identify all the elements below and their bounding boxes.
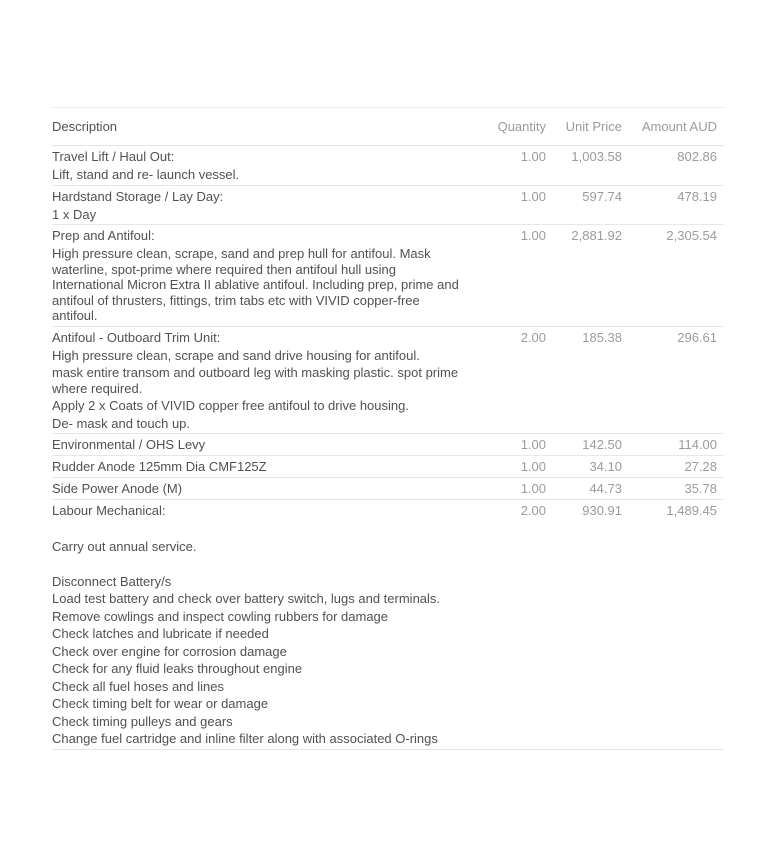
item-description-cell [52,189,476,223]
item-detail-line [52,556,468,572]
item-detail-line: Check all fuel hoses and lines [52,678,224,694]
item-description-cell [52,228,476,324]
table-row [52,500,724,750]
item-unit-price: 44.73 [589,481,622,496]
item-details [52,207,468,223]
table-row [52,327,724,435]
item-detail-line: Load test battery and check over battery switch, lugs and terminals. [52,591,441,606]
item-unit-price: 142.50 [582,437,622,452]
item-details [52,167,468,183]
item-quantity: 2.00 [520,329,546,345]
item-unit-price: 2,881.92 [571,228,622,243]
item-description-cell [52,481,476,497]
table-row [52,478,724,500]
item-unit-price: 930.91 [582,503,622,518]
table-header-row [52,107,724,146]
item-detail-line: Check for any fluid leaks throughout engine [52,661,303,676]
item-detail-line: 1 x Day [52,206,97,222]
item-detail-line: Check latches and lubricate if needed [52,626,269,641]
item-detail-line: Check over engine for corrosion damage [52,643,287,659]
item-amount: 27.28 [684,459,717,474]
item-details [52,521,468,747]
item-detail-line: Check timing belt for wear or damage [52,696,269,711]
item-title: Antifoul - Outboard Trim Unit: [52,329,221,345]
item-detail-line: High pressure clean, scrape, sand and prep hull for antifoul. Mask waterline, spot-prime where required then antifoul hull using International Micron Extra II ablative antifoul. Including prep, prime and antifoul of thrusters, fittings, trim tabs etc with VIVID copper-free antifoul. [52,246,459,323]
item-detail-line: mask entire transom and outboard leg with masking plastic. spot prime where required. [52,365,459,396]
item-amount: 802.86 [677,149,717,164]
item-title: Environmental / OHS Levy [52,437,206,452]
item-title: Rudder Anode 125mm Dia CMF125Z [52,459,267,474]
item-detail-line: Carry out annual service. [52,538,197,554]
item-amount: 35.78 [684,481,717,496]
item-detail-line: Lift, stand and re- launch vessel. [52,167,240,182]
item-title: Travel Lift / Haul Out: [52,149,175,164]
table-body [52,146,724,750]
item-title: Prep and Antifoul: [52,228,155,243]
item-unit-price: 597.74 [582,188,622,204]
column-header-description: Description [52,119,118,134]
item-quantity: 1.00 [520,459,546,474]
item-detail-line: Remove cowlings and inspect cowling rubbers for damage [52,608,389,624]
item-unit-price: 34.10 [589,459,622,474]
item-detail-line: Check timing pulleys and gears [52,713,233,729]
column-header-quantity: Quantity [497,119,546,134]
item-details [52,246,468,324]
table-row [52,225,724,327]
column-header-unit-price: Unit Price [565,119,622,134]
item-title: Side Power Anode (M) [52,481,183,496]
item-quantity: 1.00 [520,228,546,243]
item-description-cell [52,503,476,747]
table-row [52,434,724,456]
item-detail-line: Apply 2 x Coats of VIVID copper free antifoul to drive housing. [52,398,409,413]
item-amount: 114.00 [678,437,717,452]
item-detail-line: High pressure clean, scrape and sand drive housing for antifoul. [52,347,420,363]
item-description-cell [52,459,476,475]
item-amount: 478.19 [677,188,717,204]
item-quantity: 1.00 [520,437,546,452]
table-row [52,456,724,478]
item-unit-price: 1,003.58 [571,149,622,164]
item-amount: 296.61 [677,329,717,345]
item-description-cell [52,437,476,453]
item-title: Labour Mechanical: [52,503,166,518]
table-row [52,186,724,226]
item-quantity: 2.00 [520,503,546,518]
invoice-line-items-table [52,107,724,750]
item-quantity: 1.00 [520,188,546,204]
item-quantity: 1.00 [520,481,546,496]
item-amount: 1,489.45 [666,503,717,518]
item-detail-line: Change fuel cartridge and inline filter along with associated O-rings [52,731,438,746]
item-detail-line [52,521,468,537]
item-detail-line: Disconnect Battery/s [52,573,172,589]
item-description-cell [52,330,476,432]
item-description-cell [52,149,476,183]
item-title: Hardstand Storage / Lay Day: [52,188,224,204]
item-detail-line: De- mask and touch up. [52,415,191,431]
item-quantity: 1.00 [520,149,546,164]
item-amount: 2,305.54 [666,228,717,243]
item-unit-price: 185.38 [582,329,622,345]
table-row [52,146,724,186]
column-header-amount-aud: Amount AUD [641,119,717,134]
item-details [52,348,468,432]
